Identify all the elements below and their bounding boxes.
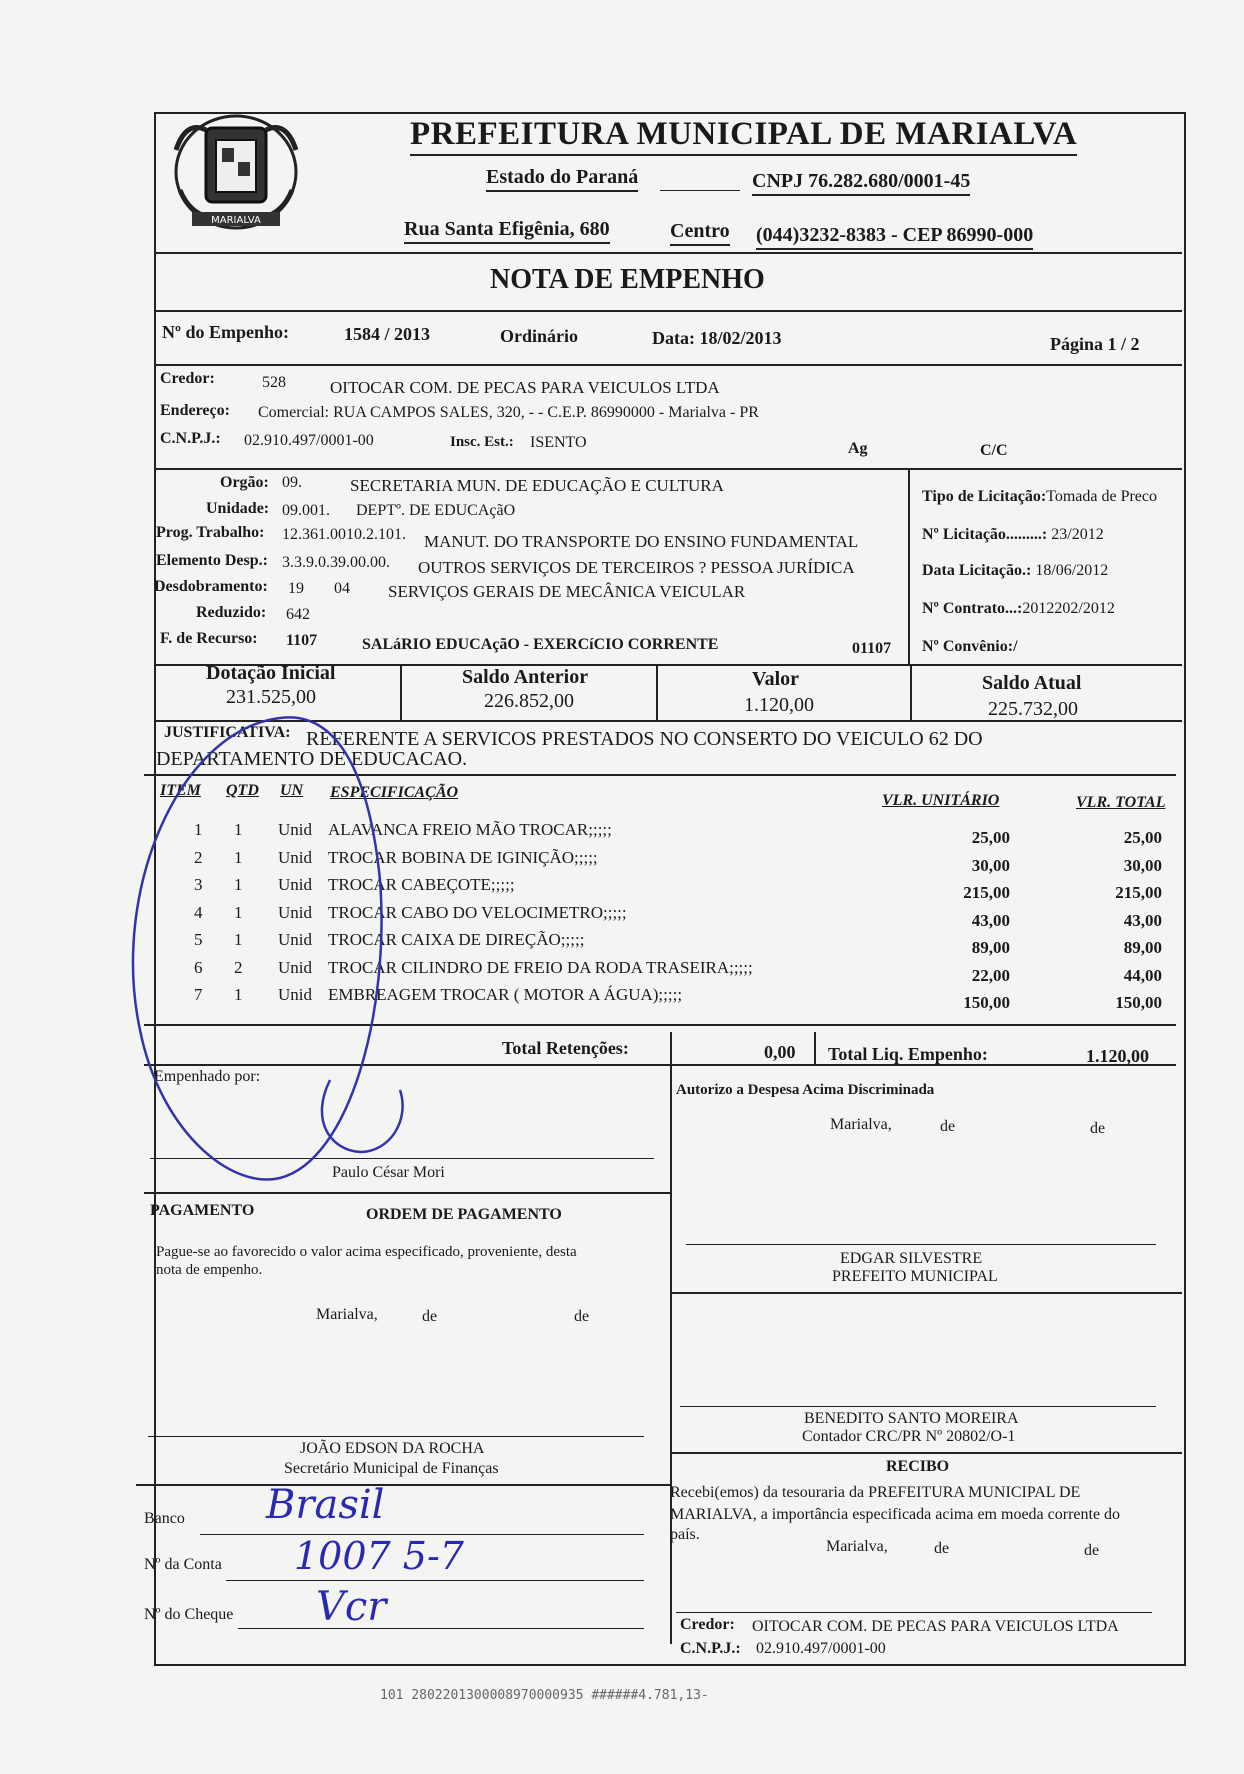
phone-cep-label: (044)3232-8383 - CEP 86990-000 xyxy=(756,224,1033,250)
banco-label: Banco xyxy=(144,1510,185,1527)
credor-cnpj: 02.910.497/0001-00 xyxy=(244,432,374,449)
page-number: Página 1 / 2 xyxy=(1050,334,1140,354)
empenho-date: Data: 18/02/2013 xyxy=(652,328,782,348)
page-title: PREFEITURA MUNICIPAL DE MARIALVA xyxy=(410,114,1077,156)
municipal-seal xyxy=(162,100,310,248)
elem-code: 3.3.9.0.39.00.00. xyxy=(282,554,390,571)
item-espec: EMBREAGEM TROCAR ( MOTOR A ÁGUA);;;;; xyxy=(328,985,683,1004)
desd-label: Desdobramento: xyxy=(154,578,268,595)
recibo-label: RECIBO xyxy=(886,1458,950,1475)
prog-value: MANUT. DO TRANSPORTE DO ENSINO FUNDAMENTAL xyxy=(424,532,859,551)
item-total: 150,00 xyxy=(1115,993,1162,1012)
elem-label: Elemento Desp.: xyxy=(156,552,268,569)
reduz-label: Reduzido: xyxy=(196,604,267,621)
elem-value: OUTROS SERVIÇOS DE TERCEIROS ? PESSOA JURÍDICA xyxy=(418,558,855,577)
right-marialva: Marialva, xyxy=(830,1116,892,1133)
item-un: Unid xyxy=(278,957,312,977)
col-qtd: QTD xyxy=(226,782,259,799)
retencoes-value: 0,00 xyxy=(764,1042,796,1062)
justificativa-line2: DEPARTAMENTO DE EDUCACAO. xyxy=(156,748,468,770)
right-de2: de xyxy=(1090,1120,1106,1137)
item-item: 1 xyxy=(194,820,203,839)
prog-label: Prog. Trabalho: xyxy=(156,524,265,541)
district-label: Centro xyxy=(670,220,730,246)
banco-handwritten: Brasil xyxy=(266,1482,385,1528)
item-qtd: 2 xyxy=(234,957,243,977)
item-item: 6 xyxy=(194,957,203,977)
recibo-de2: de xyxy=(1084,1542,1100,1559)
item-total: 89,00 xyxy=(1123,938,1162,957)
tipo-licitacao-value: Tomada de Preco xyxy=(1046,488,1157,505)
item-qtd: 1 xyxy=(234,820,243,839)
item-qtd: 1 xyxy=(234,930,243,949)
contrato-value: 2012202/2012 xyxy=(1022,600,1115,617)
insc-label: Insc. Est.: xyxy=(450,434,514,450)
fonte-code: 1107 xyxy=(286,632,318,649)
item-un: Unid xyxy=(278,902,312,922)
item-un: Unid xyxy=(278,875,312,894)
contrato-key: Nº Contrato...: xyxy=(922,600,1023,617)
item-espec: TROCAR CABO DO VELOCIMETRO;;;;; xyxy=(328,902,627,922)
dotacao-value: 231.525,00 xyxy=(226,686,316,708)
contrato-label xyxy=(922,600,1115,618)
item-un: Unid xyxy=(278,985,312,1004)
saldo-anterior-value: 226.852,00 xyxy=(484,690,574,712)
state-label: Estado do Paraná xyxy=(486,166,638,192)
total-liq-value: 1.120,00 xyxy=(1086,1046,1149,1066)
orgao-code: 09. xyxy=(282,474,302,491)
item-unit: 22,00 xyxy=(971,965,1010,985)
prefeito-role: PREFEITO MUNICIPAL xyxy=(832,1268,998,1285)
justificativa-label: JUSTIFICATIVA: xyxy=(164,724,291,741)
item-qtd: 1 xyxy=(234,902,243,922)
item-qtd: 1 xyxy=(234,847,243,867)
data-licitacao-value: 18/06/2012 xyxy=(1035,562,1109,579)
conta-label: Nº da Conta xyxy=(144,1556,222,1573)
cnpj-label: CNPJ 76.282.680/0001-45 xyxy=(752,170,970,196)
left-de2: de xyxy=(574,1308,590,1325)
item-un: Unid xyxy=(278,820,312,839)
item-unit: 89,00 xyxy=(971,938,1010,957)
total-liq-label: Total Liq. Empenho: xyxy=(828,1044,988,1064)
credor-label: Credor: xyxy=(160,370,215,387)
item-unit: 30,00 xyxy=(971,855,1010,875)
fonte-code2: 01107 xyxy=(852,640,892,657)
contador-name: BENEDITO SANTO MOREIRA xyxy=(804,1410,1019,1427)
desd-value: SERVIÇOS GERAIS DE MECÂNICA VEICULAR xyxy=(388,582,746,601)
col-un: UN xyxy=(280,782,304,799)
unidade-value: DEPTº. DE EDUCAçãO xyxy=(356,502,516,519)
item-espec: TROCAR CAIXA DE DIREÇÃO;;;;; xyxy=(328,930,585,949)
valor-value: 1.120,00 xyxy=(744,694,814,716)
empenho-label: Nº do Empenho: xyxy=(162,322,289,342)
item-total: 44,00 xyxy=(1123,965,1162,985)
dotacao-label: Dotação Inicial xyxy=(206,662,336,684)
item-item: 7 xyxy=(194,985,203,1004)
item-unit: 215,00 xyxy=(963,883,1010,902)
recibo-credor-label: Credor: xyxy=(680,1616,735,1633)
item-un: Unid xyxy=(278,847,312,867)
pague-line1: Pague-se ao favorecido o valor acima especificado, proveniente, desta xyxy=(156,1244,577,1260)
convenio-label: Nº Convênio:/ xyxy=(922,638,1018,655)
desd-b: 04 xyxy=(334,580,350,597)
num-licitacao-key: Nº Licitação.........: xyxy=(922,526,1048,543)
item-espec: TROCAR BOBINA DE IGINIÇÃO;;;;; xyxy=(328,847,598,867)
item-espec: TROCAR CILINDRO DE FREIO DA RODA TRASEIRA;;;;; xyxy=(328,957,753,977)
empenho-number: 1584 / 2013 xyxy=(344,324,431,344)
num-licitacao-label xyxy=(922,526,1104,544)
data-licitacao-label xyxy=(922,562,1108,580)
left-marialva: Marialva, xyxy=(316,1306,378,1323)
empenho-type: Ordinário xyxy=(500,326,579,346)
credor-name: OITOCAR COM. DE PECAS PARA VEICULOS LTDA xyxy=(330,378,720,397)
item-total: 43,00 xyxy=(1123,910,1162,930)
tipo-licitacao-key: Tipo de Licitação: xyxy=(922,488,1047,505)
prog-code: 12.361.0010.2.101. xyxy=(282,526,406,543)
item-espec: TROCAR CABEÇOTE;;;;; xyxy=(328,875,515,894)
fonte-label: F. de Recurso: xyxy=(160,630,258,647)
recibo-line1: Recebi(emos) da tesouraria da PREFEITURA MUNICIPAL DE xyxy=(670,1484,1081,1501)
autorizo-label: Autorizo a Despesa Acima Discriminada xyxy=(676,1082,935,1098)
pagamento-label: PAGAMENTO xyxy=(150,1202,255,1219)
signer2-role: Secretário Municipal de Finanças xyxy=(284,1460,499,1477)
saldo-atual-label: Saldo Atual xyxy=(982,672,1082,694)
footer-code: 101 2802201300008970000935 ######4.781,13- xyxy=(380,1688,709,1703)
fonte-value: SALáRIO EDUCAçãO - EXERCíCIO CORRENTE xyxy=(362,636,719,653)
recibo-line3: país. xyxy=(670,1526,700,1543)
seal-text: MARIALVA xyxy=(211,215,261,226)
endereco-value: Comercial: RUA CAMPOS SALES, 320, - - C.E.P. 86990000 - Marialva - PR xyxy=(258,404,759,421)
unidade-label: Unidade: xyxy=(206,500,270,517)
left-de1: de xyxy=(422,1308,438,1325)
item-item: 3 xyxy=(194,875,203,894)
credor-cnpj-label: C.N.P.J.: xyxy=(160,430,221,447)
cc-label: C/C xyxy=(980,442,1008,459)
cheque-label: Nº do Cheque xyxy=(144,1606,234,1623)
item-total: 25,00 xyxy=(1123,828,1162,847)
valor-label: Valor xyxy=(752,668,800,690)
item-espec: ALAVANCA FREIO MÃO TROCAR;;;;; xyxy=(328,820,612,839)
orgao-label: Orgão: xyxy=(220,474,269,491)
item-total: 215,00 xyxy=(1115,883,1162,902)
cheque-handwritten: Vcr xyxy=(316,1584,387,1630)
recibo-de1: de xyxy=(934,1540,950,1557)
item-unit: 150,00 xyxy=(963,993,1010,1012)
empenhado-label: Empenhado por: xyxy=(154,1068,261,1085)
item-qtd: 1 xyxy=(234,875,243,894)
col-espec: ESPECIFICAÇÃO xyxy=(330,784,459,801)
ordem-label: ORDEM DE PAGAMENTO xyxy=(366,1206,562,1223)
signer1-name: Paulo César Mori xyxy=(332,1164,445,1181)
tipo-licitacao-label xyxy=(922,488,1157,506)
col-item: ITEM xyxy=(160,782,201,799)
item-un: Unid xyxy=(278,930,312,949)
data-licitacao-key: Data Licitação.: xyxy=(922,562,1032,579)
item-item: 5 xyxy=(194,930,203,949)
recibo-cnpj-label: C.N.P.J.: xyxy=(680,1640,741,1657)
doc-title: NOTA DE EMPENHO xyxy=(490,264,765,295)
orgao-value: SECRETARIA MUN. DE EDUCAÇÃO E CULTURA xyxy=(350,476,724,495)
num-licitacao-value: 23/2012 xyxy=(1051,526,1104,543)
item-qtd: 1 xyxy=(234,985,243,1004)
recibo-line2: MARIALVA, a importância especificada acima em moeda corrente do xyxy=(670,1506,1121,1523)
blue-ink-marks xyxy=(100,690,460,1210)
retencoes-label: Total Retenções: xyxy=(502,1038,629,1058)
reduz-value: 642 xyxy=(286,606,310,623)
col-vlr-unitario: VLR. UNITÁRIO xyxy=(882,792,1000,809)
col-vlr-total: VLR. TOTAL xyxy=(1076,794,1166,811)
saldo-atual-value: 225.732,00 xyxy=(988,698,1078,720)
endereco-label: Endereço: xyxy=(160,402,230,419)
signer2-name: JOÃO EDSON DA ROCHA xyxy=(300,1440,485,1457)
credor-code: 528 xyxy=(262,374,286,391)
item-item: 4 xyxy=(194,902,203,922)
insc-value: ISENTO xyxy=(530,434,587,451)
item-unit: 43,00 xyxy=(971,910,1010,930)
contador-role: Contador CRC/PR Nº 20802/O-1 xyxy=(802,1428,1016,1445)
recibo-marialva: Marialva, xyxy=(826,1538,888,1555)
pague-line2: nota de empenho. xyxy=(156,1262,263,1278)
ag-label: Ag xyxy=(848,440,868,457)
desd-a: 19 xyxy=(288,580,304,597)
justificativa-line1: REFERENTE A SERVICOS PRESTADOS NO CONSERTO DO VEICULO 62 DO xyxy=(306,728,983,750)
item-total: 30,00 xyxy=(1123,855,1162,875)
recibo-cnpj: 02.910.497/0001-00 xyxy=(756,1640,886,1657)
right-de1: de xyxy=(940,1118,956,1135)
prefeito-name: EDGAR SILVESTRE xyxy=(840,1250,983,1267)
item-item: 2 xyxy=(194,847,203,867)
saldo-anterior-label: Saldo Anterior xyxy=(462,666,589,688)
item-unit: 25,00 xyxy=(971,828,1010,847)
recibo-credor-name: OITOCAR COM. DE PECAS PARA VEICULOS LTDA xyxy=(752,1618,1119,1635)
address-label: Rua Santa Efigênia, 680 xyxy=(404,218,610,244)
unidade-code: 09.001. xyxy=(282,502,330,519)
conta-handwritten: 1007 5-7 xyxy=(294,1534,464,1578)
